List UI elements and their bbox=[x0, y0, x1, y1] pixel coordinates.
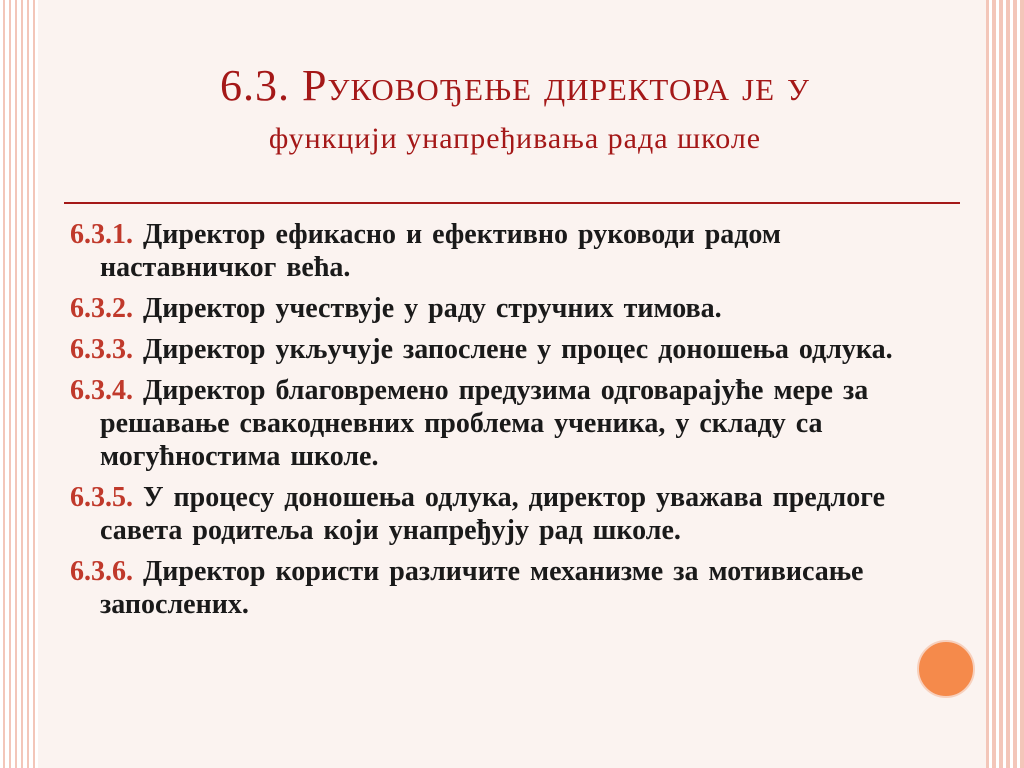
list-item bbox=[70, 555, 960, 621]
item-number: 6.3.3. bbox=[70, 334, 133, 365]
slide-title bbox=[70, 58, 960, 162]
item-number: 6.3.4. bbox=[70, 375, 133, 406]
item-text: Директор користи различите механизме за мотивисање запослених. bbox=[100, 556, 864, 620]
left-stripe-decoration bbox=[0, 0, 38, 768]
item-number: 6.3.2. bbox=[70, 293, 133, 324]
title-divider bbox=[64, 202, 960, 204]
item-text: Директор ефикасно и ефективно руководи радом наставничког већа. bbox=[100, 219, 781, 283]
accent-circle-decoration bbox=[917, 640, 975, 698]
title-line-2: функцији унапређивања рада школе bbox=[268, 122, 762, 155]
item-text: У процесу доношења одлука, директор уважава предлоге савета родитеља који унапређују рад школе. bbox=[100, 482, 886, 546]
right-stripe-decoration bbox=[986, 0, 1024, 768]
item-text: Директор благовремено предузима одговарајуће мере за решавање свакодневних проблема ученика, у складу са могућностима школе. bbox=[100, 375, 869, 472]
item-number: 6.3.1. bbox=[70, 219, 133, 250]
list-item bbox=[70, 481, 960, 547]
item-number: 6.3.6. bbox=[70, 556, 133, 587]
list-item bbox=[70, 333, 960, 366]
criteria-list bbox=[70, 218, 960, 629]
list-item bbox=[70, 374, 960, 473]
list-item bbox=[70, 292, 960, 325]
title-line-1: 6.3. Руковођење директора је у bbox=[220, 61, 810, 110]
item-text: Директор учествује у раду стручних тимова. bbox=[143, 293, 722, 324]
list-item bbox=[70, 218, 960, 284]
item-text: Директор укључује запослене у процес доношења одлука. bbox=[143, 334, 893, 365]
item-number: 6.3.5. bbox=[70, 482, 133, 513]
